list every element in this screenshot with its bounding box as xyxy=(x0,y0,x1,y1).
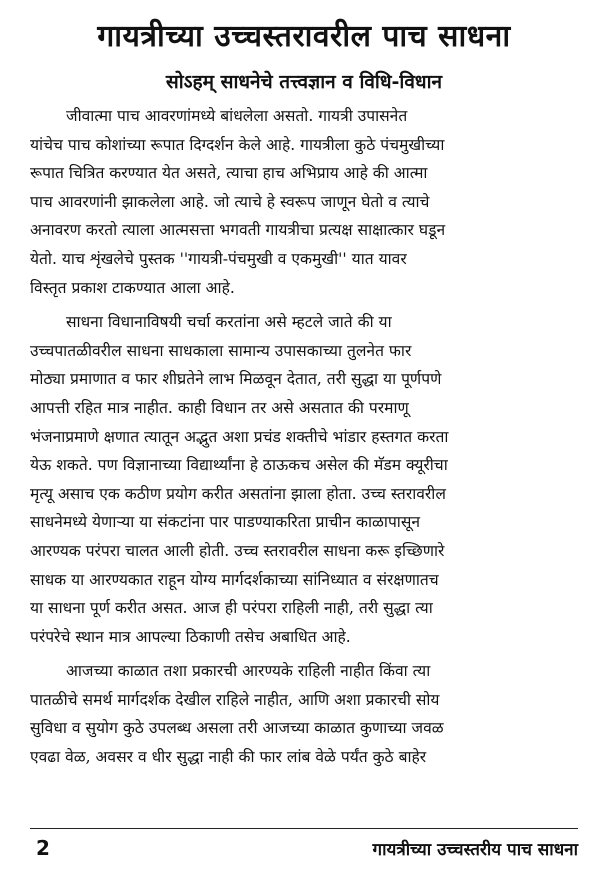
paragraph xyxy=(30,657,578,771)
text-line: साधक या आरण्यकात राहून योग्य मार्गदर्शकाच्या सांनिध्यात व संरक्षणातच xyxy=(30,570,439,589)
running-title: गायत्रीच्या उच्चस्तरीय पाच साधना xyxy=(372,839,578,860)
text-line: जीवात्मा पाच आवरणांमध्ये बांधलेला असतो. गायत्री उपासनेत xyxy=(66,107,408,125)
body-text xyxy=(30,102,578,772)
text-line: भंजनाप्रमाणे क्षणात त्यातून अद्भुत अशा प्रचंड शक्तीचे भांडार हस्तगत करता xyxy=(30,427,449,446)
text-line: विस्तृत प्रकाश टाकण्यात आला आहे. xyxy=(30,278,235,297)
paragraph xyxy=(30,102,578,302)
page-number: 2 xyxy=(36,836,50,860)
book-page xyxy=(30,14,578,869)
text-line: या साधना पूर्ण करीत असत. आज ही परंपरा राहिली नाही, तरी सुद्धा त्या xyxy=(30,599,433,618)
text-line: पातळीचे समर्थ मार्गदर्शक देखील राहिले नाहीत, आणि अशा प्रकारची सोय xyxy=(30,690,440,709)
text-line: एवढा वेळ, अवसर व धीर सुद्धा नाही की फार लांब वेळे पर्यंत कुठे बाहेर xyxy=(30,748,427,767)
text-line: साधनेमध्ये येणाऱ्या या संकटांना पार पाडण्याकरिता प्राचीन काळापासून xyxy=(30,513,421,532)
chapter-title: गायत्रीच्या उच्चस्तरावरील पाच साधना xyxy=(97,19,511,54)
text-line: येऊ शकते. पण विज्ञानाच्या विद्यार्थ्यांना हे ठाऊकच असेल की मॅडम क्यूरीचा xyxy=(30,456,448,475)
text-line: आरण्यक परंपरा चालत आली होती. उच्च स्तरावरील साधना करू इच्छिणारे xyxy=(30,541,445,560)
text-line: यांचेच पाच कोशांच्या रूपात दिग्दर्शन केले आहे. गायत्रीला कुठे पंचमुखीच्या xyxy=(30,135,445,154)
text-line: आजच्या काळात तशा प्रकारची आरण्यके राहिली नाहीत किंवा त्या xyxy=(66,662,431,681)
text-line: उच्चपातळीवरील साधना साधकाला सामान्य उपासकाच्या तुलनेत फार xyxy=(30,341,412,360)
page-footer xyxy=(30,833,578,863)
text-line: मोठ्या प्रमाणात व फार शीघ्रतेने लाभ मिळवून देतात, तरी सुद्धा या पूर्णपणे xyxy=(30,370,442,389)
text-line: मृत्यू असाच एक कठीण प्रयोग करीत असतांना झाला होता. उच्च स्तरावरील xyxy=(30,484,446,503)
text-line: साधना विधानाविषयी चर्चा करतांना असे म्हटले जाते की या xyxy=(66,313,392,332)
footer-divider xyxy=(30,828,578,829)
text-line: परंपरेचे स्थान मात्र आपल्या ठिकाणी तसेच अबाधित आहे. xyxy=(30,627,351,646)
paragraph xyxy=(30,308,578,651)
text-line: येतो. याच शृंखलेचे पुस्तक ''गायत्री-पंचमुखी व एकमुखी'' यात यावर xyxy=(30,249,407,268)
text-line: सुविधा व सुयोग कुठे उपलब्ध असला तरी आजच्या काळात कुणाच्या जवळ xyxy=(30,719,444,738)
text-line: अनावरण करतो त्याला आत्मसत्ता भगवती गायत्रीचा प्रत्यक्ष साक्षात्कार घडून xyxy=(30,221,446,240)
text-line: आपत्ती रहित मात्र नाहीत. काही विधान तर असे असतात की परमाणू xyxy=(30,398,409,417)
text-line: रूपात चित्रित करण्यात येत असते, त्याचा हाच अभिप्राय आहे की आत्मा xyxy=(30,164,428,183)
chapter-subtitle: सोऽहम् साधनेचे तत्त्वज्ञान व विधि-विधान xyxy=(165,71,443,93)
text-line: पाच आवरणांनी झाकलेला आहे. जो त्याचे हे स्वरूप जाणून घेतो व त्याचे xyxy=(30,192,430,211)
